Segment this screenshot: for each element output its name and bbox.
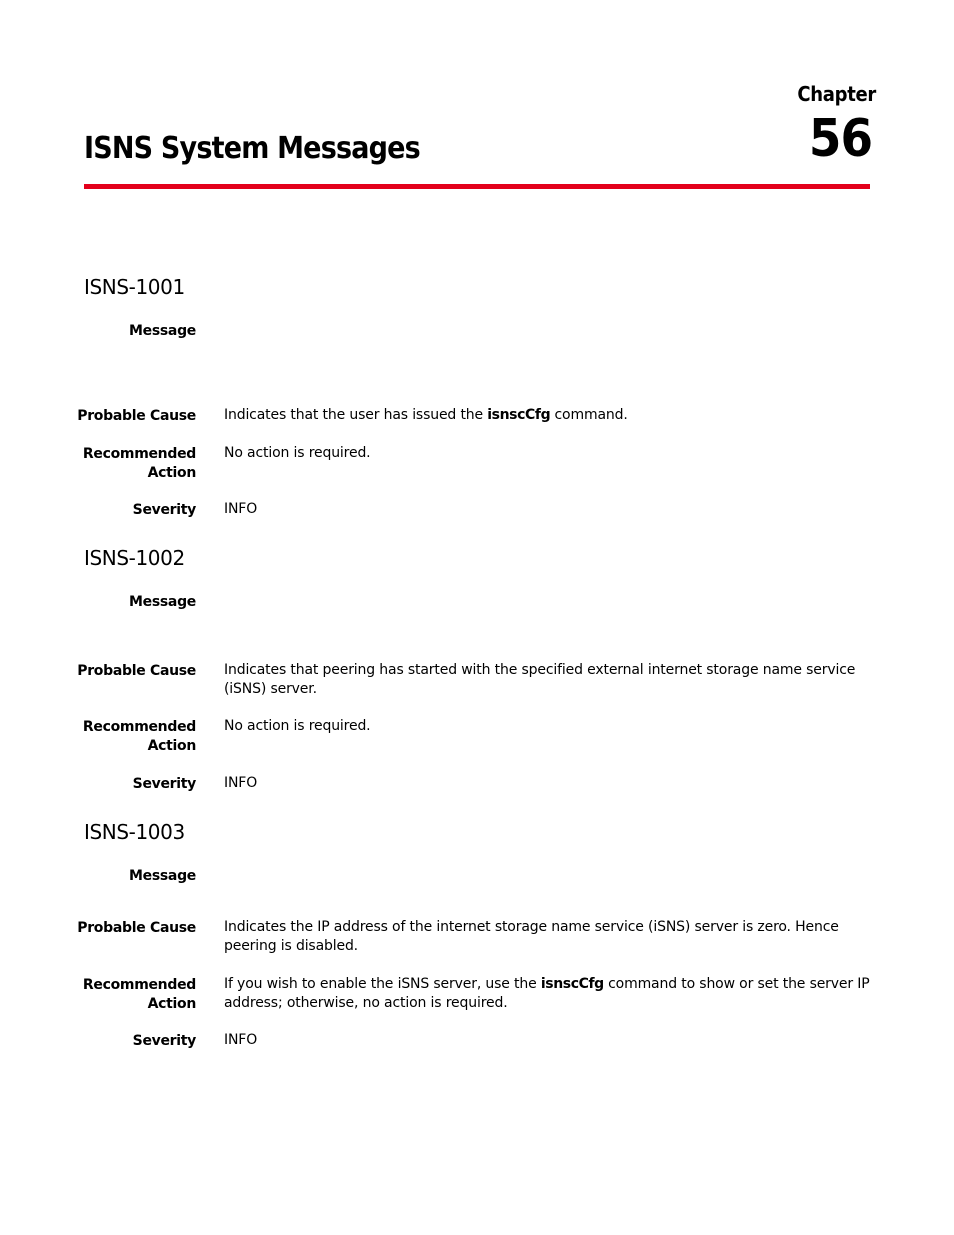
severity-value: INFO xyxy=(224,1032,258,1048)
action-text-end: command to show or set the server IP address; otherwise, no action is required. xyxy=(224,976,870,1011)
probable-cause-label: Probable Cause xyxy=(77,663,196,679)
chapter-number: 56 xyxy=(808,109,872,169)
message-heading: ISNS-1002 xyxy=(84,546,185,570)
action-text-start: If you wish to enable the iSNS server, use the xyxy=(224,976,541,992)
message-heading: ISNS-1003 xyxy=(84,820,185,844)
severity-value: INFO xyxy=(224,501,258,517)
recommended-action-label xyxy=(56,976,196,1014)
recommended-action-label xyxy=(56,718,196,756)
probable-cause-label: Probable Cause xyxy=(77,920,196,936)
action-label-line-1: Recommended xyxy=(82,977,196,993)
action-label-line-1: Recommended xyxy=(82,719,196,735)
action-label-line-1: Recommended xyxy=(82,446,196,462)
recommended-action-text: No action is required. xyxy=(224,445,371,461)
message-label: Message xyxy=(129,868,196,884)
severity-value: INFO xyxy=(224,775,258,791)
severity-label: Severity xyxy=(132,1033,196,1049)
recommended-action-text xyxy=(224,975,874,1013)
severity-label: Severity xyxy=(132,502,196,518)
message-label: Message xyxy=(129,323,196,339)
recommended-action-text: No action is required. xyxy=(224,718,371,734)
cause-text-end: command. xyxy=(550,407,628,423)
recommended-action-label xyxy=(56,445,196,483)
action-label-line-2: Action xyxy=(147,996,196,1012)
action-label-line-2: Action xyxy=(147,465,196,481)
message-heading: ISNS-1001 xyxy=(84,275,185,299)
page-title: ISNS System Messages xyxy=(84,131,420,166)
action-label-line-2: Action xyxy=(147,738,196,754)
message-label: Message xyxy=(129,594,196,610)
probable-cause-text xyxy=(224,406,874,425)
chapter-label: Chapter xyxy=(797,82,876,106)
command-name: isnscCfg xyxy=(487,407,551,423)
probable-cause-label: Probable Cause xyxy=(77,408,196,424)
command-name: isnscCfg xyxy=(540,976,604,992)
cause-text-start: Indicates that the user has issued the xyxy=(224,407,488,423)
severity-label: Severity xyxy=(132,776,196,792)
title-rule xyxy=(84,184,870,189)
probable-cause-text: Indicates that peering has started with the specified external internet storage name service (iSNS) server. xyxy=(224,662,856,697)
probable-cause-text: Indicates the IP address of the internet storage name service (iSNS) server is zero. Hence peering is disabled. xyxy=(224,919,839,954)
